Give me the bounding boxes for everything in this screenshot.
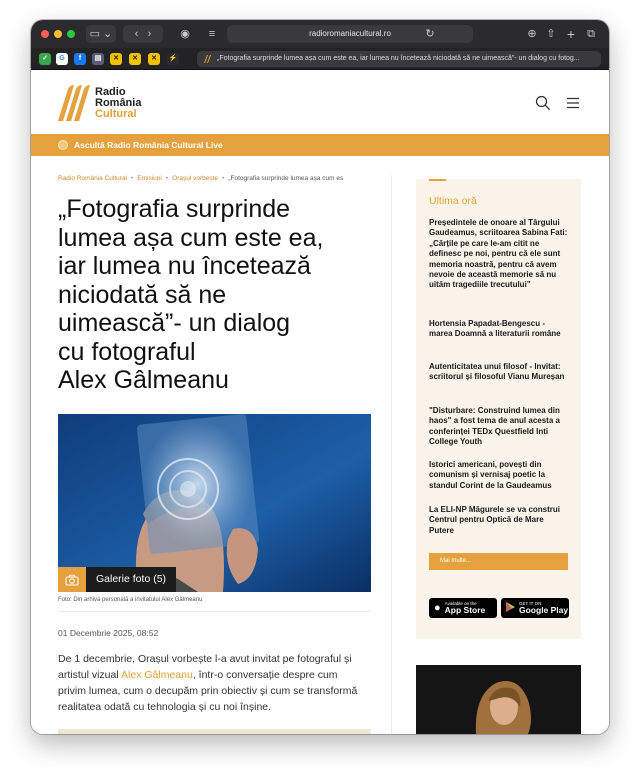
browser-toolbar [31,20,609,48]
logo-line: Cultural [95,108,137,120]
badge-small-text: GET IT ON [519,601,542,606]
site-logo-text[interactable] [95,87,141,120]
column-divider [391,175,392,734]
sidebar-toggle-icon[interactable]: ▭ ⌄ [86,25,116,43]
sidebar-title: Ultima oră [429,195,477,207]
next-section-strip [58,729,371,734]
browser-window [31,20,609,734]
title-line: niciodată să ne [58,280,227,309]
latest-news-item[interactable]: Autenticitatea unui filosof - Invitat: scriitorul și filosoful Vianu Mureșan [429,362,565,382]
photo-caption: Foto: Din arhiva personală a invitatului Alex Gâlmeanu [58,597,203,603]
pinned-tab-icon[interactable]: ✕ [148,53,160,65]
latest-news-item[interactable]: Hortensia Papadat-Bengescu - marea Doamnă a literaturii române [429,319,561,339]
pinned-tab-icon[interactable]: ✕ [129,53,141,65]
logo-line: România [95,97,142,109]
zoom-window-button[interactable] [67,30,75,38]
google-play-badge[interactable] [501,598,569,618]
breadcrumb-separator: • [165,175,169,182]
promo-image[interactable] [416,665,581,734]
pinned-tab-icon[interactable]: ▤ [92,53,104,65]
back-forward-buttons[interactable]: ‹ › [123,25,163,43]
active-tab[interactable] [197,51,601,67]
breadcrumb-section[interactable]: Emisiuni [137,175,162,182]
title-line: cu fotograful [58,337,196,366]
search-icon[interactable] [535,95,551,111]
latest-news-item[interactable]: Istorici americani, povești din comunism și vernisaj poetic la standul Corint de la Gaudeamus [429,460,552,490]
download-icon[interactable]: ⊕ [527,28,537,40]
page-menu-icon[interactable]: ≡ [208,28,216,40]
app-store-badge[interactable] [429,598,497,618]
pinned-tab-icon[interactable]: ✓ [39,53,51,65]
badge-big-text: App Store [444,605,486,615]
title-line: uimească”- un dialog [58,309,291,337]
latest-news-item[interactable]: "Disturbare: Construind lumea din haos" a fost tema de anul acesta a conferinței TEDx Questfield Inti College Youth [429,406,560,447]
pinned-tab-icon[interactable]: ⚡ [167,53,179,65]
divider [58,611,371,612]
breadcrumb [58,175,370,182]
guest-name-link[interactable]: Alex Gâlmeanu [121,669,193,681]
menu-icon[interactable] [565,95,581,111]
google-play-icon [506,599,515,617]
lead-text: De 1 decembrie, Orașul vorbește l-a avut invitat pe fotograful și artistul vizual [58,653,352,681]
close-window-button[interactable] [41,30,49,38]
play-icon [58,140,68,150]
tab-bar [31,48,609,70]
live-radio-bar[interactable] [31,134,609,156]
article-photo[interactable] [58,414,371,592]
article-lead [58,651,368,715]
title-line: „Fotografia surprinde [58,195,291,223]
site-header [31,71,609,135]
badge-big-text: Google Play [519,605,569,615]
url-text: radioromaniacultural.ro [309,29,391,38]
pinned-tab-icon[interactable]: ✕ [110,53,122,65]
facebook-tab-icon[interactable]: f [74,53,86,65]
title-line: iar lumea nu încetează [58,252,311,280]
logo-line: Radio [95,86,126,98]
breadcrumb-show[interactable]: Orașul vorbește [172,175,219,182]
title-line: lumea așa cum este ea, [58,223,324,252]
latest-news-item[interactable]: Președintele de onoare al Târgului Gaudeamus, scriitoarea Sabina Fati: „Cărțile pe care le-am citit ne definesc pe noi, pentru că ele sunt memoria noastră, pentru că avem nevoie de această memorie să nu uităm tragediile trecutului” [429,218,568,290]
latest-news-item[interactable]: La ELI-NP Măgurele se va construi Centrul pentru Optică de Mare Putere [429,505,561,535]
breadcrumb-current: „Fotografia surprinde lumea așa cum es [228,175,344,182]
gallery-label: Galerie foto (5) [86,567,176,592]
new-tab-icon[interactable]: + [566,26,576,42]
lead-text: , într-o conversație despre cum privim lumea, cum o decupăm prin obiectiv și cum se transformă realitatea odată cu tehnologia și cu noi înșine. [58,669,358,713]
latest-news-sidebar [416,179,581,639]
site-favicon-icon [203,54,213,64]
tab-overview-icon[interactable]: ⧉ [587,28,595,40]
badge-small-text: Available on the [444,601,477,606]
sidebar-accent-line [429,179,446,181]
minimize-window-button[interactable] [54,30,62,38]
apple-icon: ● [434,602,441,614]
breadcrumb-separator: • [222,175,225,182]
article-date: 01 Decembrie 2025, 08:52 [58,628,159,638]
photo-gallery-button[interactable] [58,567,176,592]
share-icon[interactable]: ⇧ [546,28,556,40]
web-page [31,71,609,734]
active-tab-title: „Fotografia surprinde lumea așa cum este ea, iar lumea nu încetează niciodată să ne uimească”- un dialog cu fotog... [217,55,580,62]
breadcrumb-home[interactable]: Radio România Cultural [58,175,128,182]
breadcrumb-separator: • [131,175,134,182]
camera-icon [58,567,86,592]
reload-icon[interactable]: ↻ [425,28,435,40]
article-title [58,195,363,395]
live-bar-label: Ascultă Radio România Cultural Live [74,140,223,150]
google-tab-icon[interactable]: G [56,53,68,65]
extension-icon[interactable]: ◉ [180,28,190,40]
title-line: Alex Gâlmeanu [58,366,229,394]
more-news-button[interactable]: Mai multe... [429,553,568,570]
radio-romania-logo-icon[interactable] [58,85,90,121]
